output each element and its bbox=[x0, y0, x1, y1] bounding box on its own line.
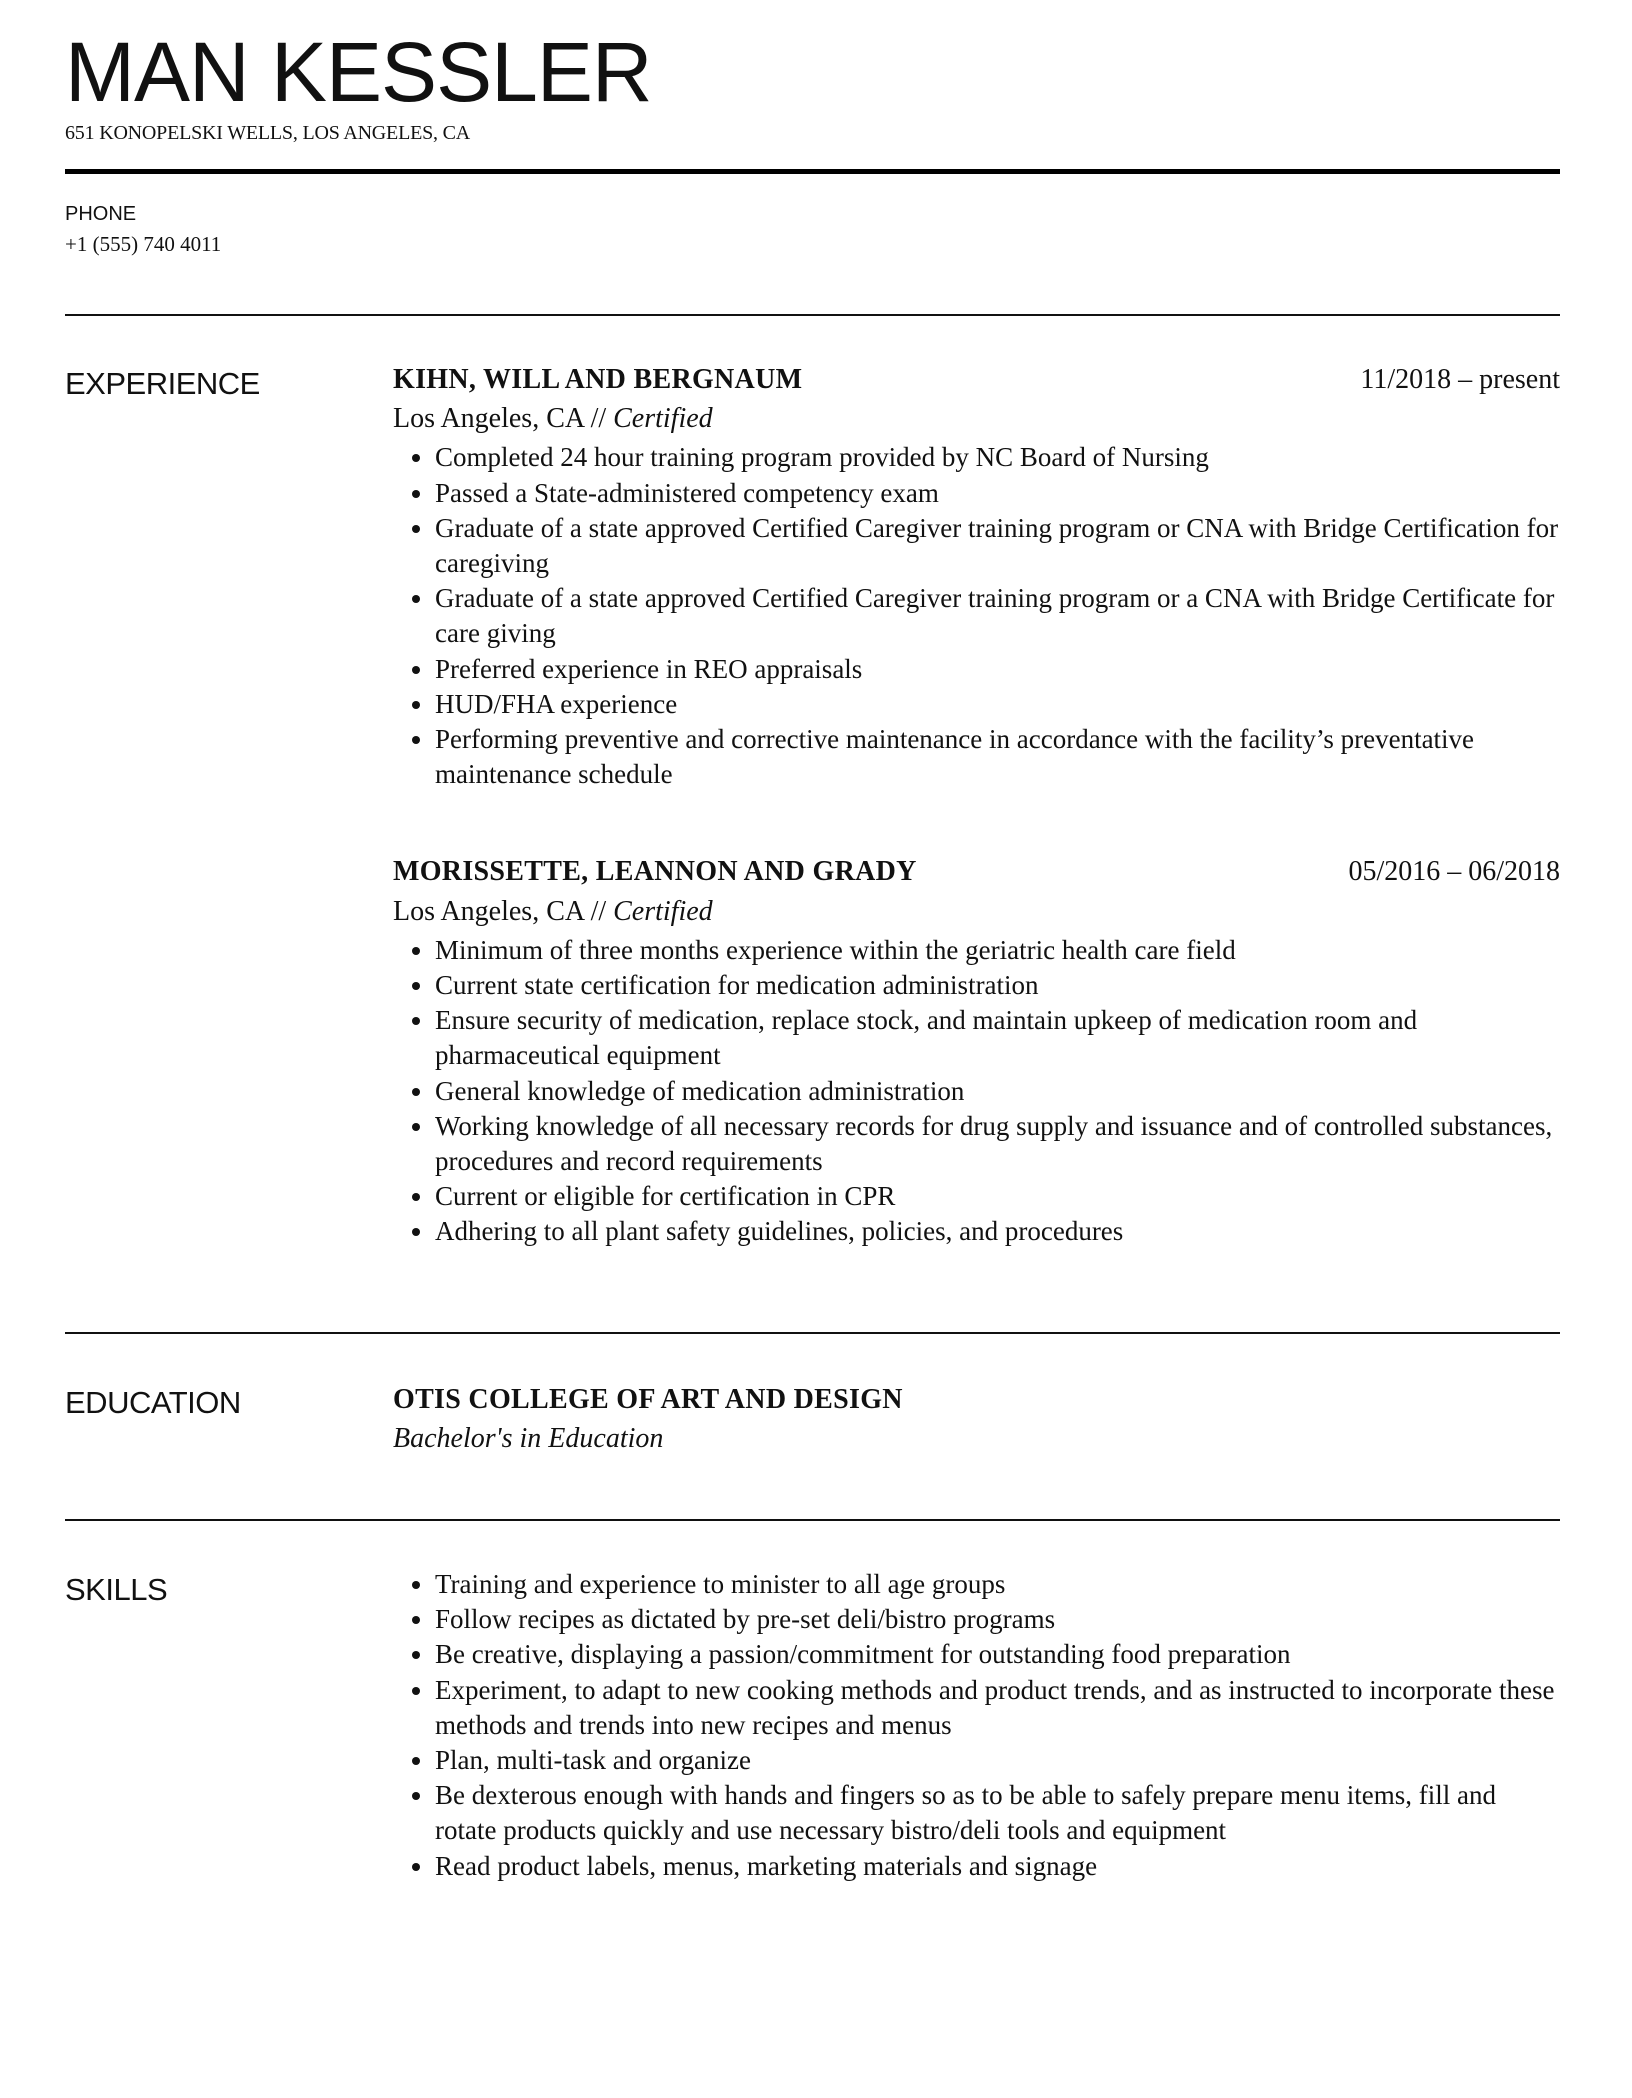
job-bullets bbox=[393, 933, 1560, 1250]
job-location: Los Angeles, CA // Certified bbox=[393, 403, 713, 435]
list-item: • Experiment, to adapt to new cooking methods and product trends, and as instructed to incorporate these methods and trends into new recipes and menus bbox=[435, 1673, 1560, 1743]
divider bbox=[65, 1519, 1560, 1521]
education-section bbox=[393, 1382, 1560, 1456]
list-item: • Plan, multi-task and organize bbox=[435, 1743, 1560, 1778]
skills-title: SKILLS bbox=[65, 1572, 168, 1607]
job-location: Los Angeles, CA // Certified bbox=[393, 895, 713, 927]
phone-label: PHONE bbox=[65, 203, 137, 225]
job-dates: 05/2016 – 06/2018 bbox=[1348, 856, 1560, 888]
skills-section bbox=[393, 1567, 1560, 1884]
degree: Bachelor's in Education bbox=[393, 1423, 664, 1455]
list-item: • Graduate of a state approved Certified Caregiver training program or CNA with Bridge Certification for caregiving bbox=[435, 511, 1560, 581]
company-name: MORISSETTE, LEANNON AND GRADY bbox=[393, 856, 917, 888]
list-item: • Read product labels, menus, marketing materials and signage bbox=[435, 1849, 1560, 1884]
address: 651 KONOPELSKI WELLS, LOS ANGELES, CA bbox=[65, 122, 471, 144]
list-item: • Be dexterous enough with hands and fingers so as to be able to safely prepare menu items, fill and rotate products quickly and use necessary bistro/deli tools and equipment bbox=[435, 1778, 1560, 1848]
list-item: • Follow recipes as dictated by pre-set deli/bistro programs bbox=[435, 1602, 1560, 1637]
list-item: • Current or eligible for certification in CPR bbox=[435, 1179, 1560, 1214]
list-item: • Passed a State-administered competency exam bbox=[435, 476, 1560, 511]
list-item: • Adhering to all plant safety guidelines, policies, and procedures bbox=[435, 1214, 1560, 1249]
divider bbox=[65, 314, 1560, 316]
list-item: • Graduate of a state approved Certified Caregiver training program or a CNA with Bridge Certificate for care giving bbox=[435, 581, 1560, 651]
job-role: Certified bbox=[613, 895, 713, 927]
job-entry bbox=[393, 362, 1560, 792]
list-item: • Preferred experience in REO appraisals bbox=[435, 652, 1560, 687]
list-item: • Completed 24 hour training program provided by NC Board of Nursing bbox=[435, 440, 1560, 475]
phone-number: +1 (555) 740 4011 bbox=[65, 232, 222, 256]
list-item: • Current state certification for medication administration bbox=[435, 968, 1560, 1003]
list-item: • Training and experience to minister to all age groups bbox=[435, 1567, 1560, 1602]
education-title: EDUCATION bbox=[65, 1385, 241, 1420]
list-item: • Ensure security of medication, replace stock, and maintain upkeep of medication room and pharmaceutical equipment bbox=[435, 1003, 1560, 1073]
divider bbox=[65, 1332, 1560, 1334]
experience-title: EXPERIENCE bbox=[65, 366, 260, 401]
candidate-name: MAN KESSLER bbox=[65, 25, 652, 119]
job-dates: 11/2018 – present bbox=[1360, 364, 1560, 395]
header-divider bbox=[65, 169, 1560, 174]
job-entry bbox=[393, 854, 1560, 1249]
list-item: • General knowledge of medication administration bbox=[435, 1074, 1560, 1109]
experience-section bbox=[393, 362, 1560, 1312]
list-item: • Working knowledge of all necessary records for drug supply and issuance and of controlled substances, procedures and record requirements bbox=[435, 1109, 1560, 1179]
job-role: Certified bbox=[613, 403, 713, 435]
list-item: • Be creative, displaying a passion/commitment for outstanding food preparation bbox=[435, 1637, 1560, 1672]
list-item: • Performing preventive and corrective maintenance in accordance with the facility’s preventative maintenance schedule bbox=[435, 722, 1560, 792]
list-item: • HUD/FHA experience bbox=[435, 687, 1560, 722]
job-bullets bbox=[393, 440, 1560, 792]
school-name: OTIS COLLEGE OF ART AND DESIGN bbox=[393, 1384, 903, 1415]
list-item: • Minimum of three months experience within the geriatric health care field bbox=[435, 933, 1560, 968]
company-name: KIHN, WILL AND BERGNAUM bbox=[393, 364, 803, 395]
